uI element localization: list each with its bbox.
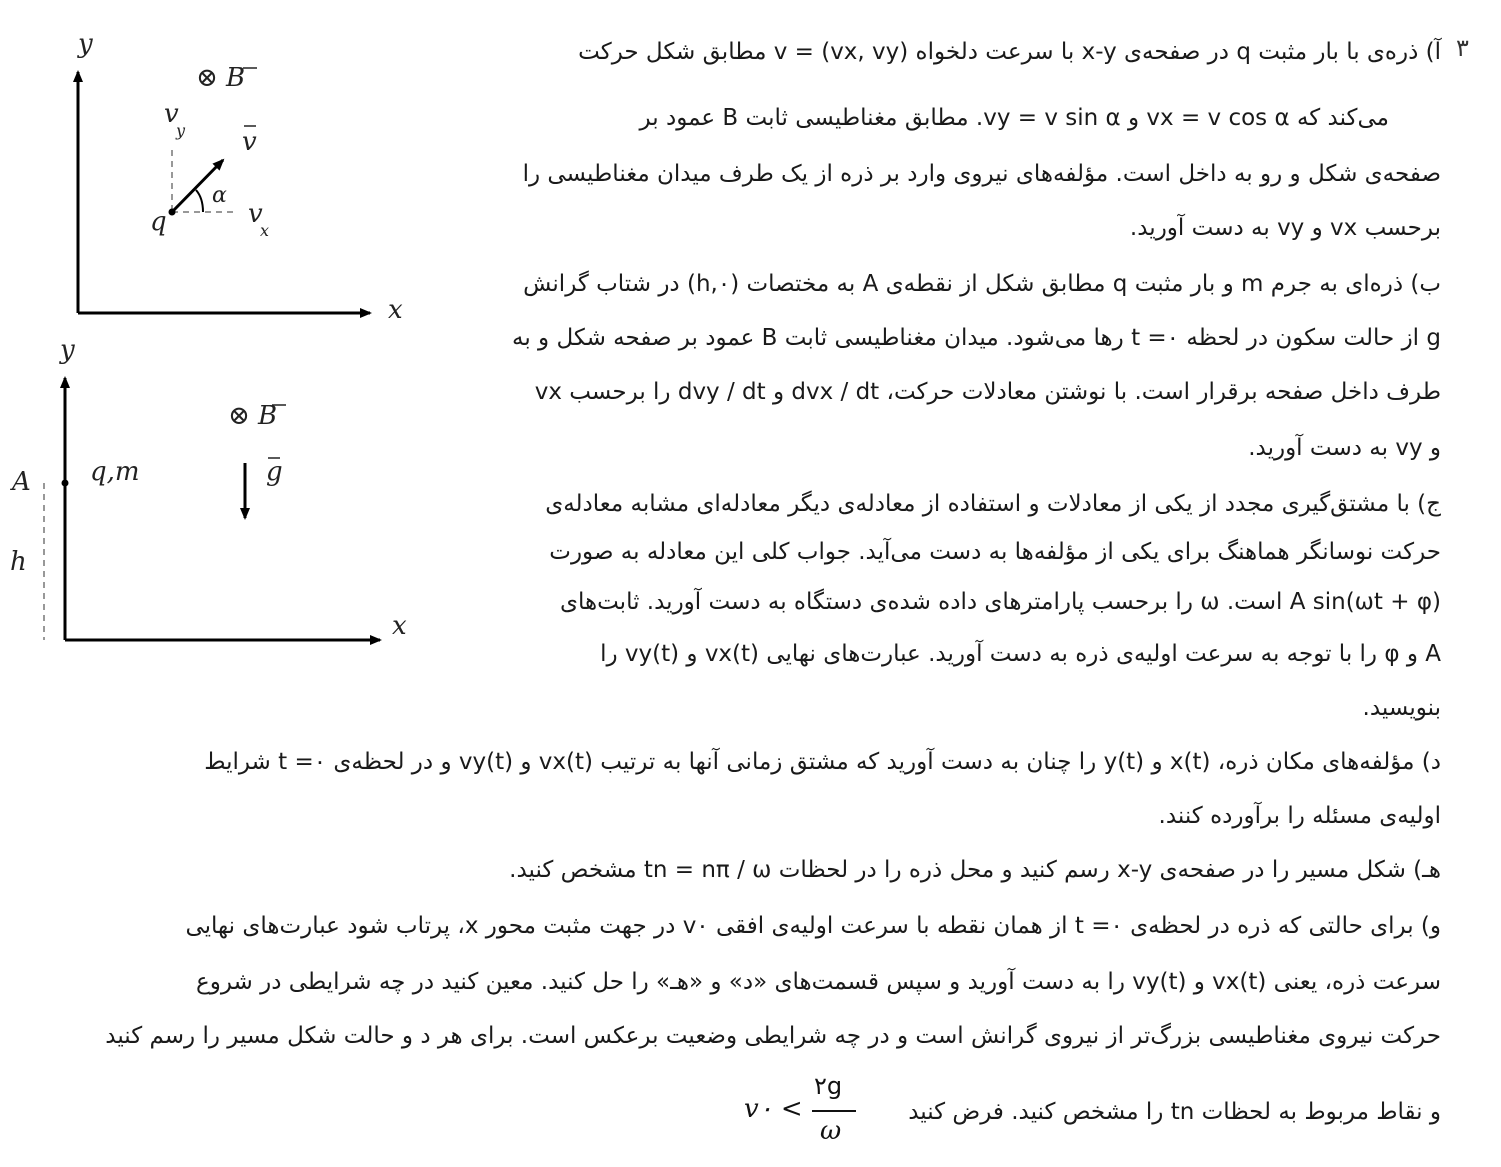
- figure-2: [0, 330, 430, 660]
- fig2-point-a-label: A: [12, 467, 31, 497]
- fig1-vy-label: v: [164, 99, 179, 129]
- fig2-gravity-label: g: [266, 457, 283, 487]
- text-line: A و φ را با توجه به سرعت اولیه‌ی ذره به دست آورید. عبارت‌های نهایی vx(t) و vy(t) را: [600, 641, 1441, 667]
- fig1-vx-label: v: [248, 199, 263, 229]
- text-line: و vy به دست آورید.: [1248, 435, 1441, 461]
- fig1-charge-dot: [169, 209, 176, 216]
- text-line: سرعت ذره، یعنی vx(t) و vy(t) را به دست آورید و سپس قسمت‌های «د» و «هـ» را حل کنید. معین کنید در چه شرایطی در شروع: [195, 969, 1441, 995]
- text-line: برحسب vx و vy به دست آورید.: [1129, 215, 1441, 241]
- text-line: ب) ذره‌ای به جرم m و بار مثبت q مطابق شکل از نقطه‌ی A به مختصات (۰,h) در شتاب گرانش: [523, 271, 1441, 297]
- condition-denominator: ω: [820, 1116, 842, 1146]
- figure-1: [0, 0, 430, 330]
- text-line: حرکت نوسانگر هماهنگ برای یکی از مؤلفه‌ها به دست می‌آید. جواب کلی این معادله به صورت: [549, 539, 1441, 565]
- text-line: A sin(ωt + φ) است. ω را برحسب پارامترهای داده شده‌ی دستگاه به دست آورید. ثابت‌های: [559, 589, 1441, 615]
- fig1-angle-label: α: [212, 183, 227, 208]
- text-line: هـ) شکل مسیر را در صفحه‌ی x-y رسم کنید و محل ذره را در لحظات tn = nπ / ω مشخص کنید.: [509, 857, 1441, 883]
- text-line: اولیه‌ی مسئله را برآورده کنند.: [1158, 803, 1441, 829]
- fig2-charge-mass-label: q,m: [90, 457, 140, 487]
- condition-lhs: v۰ <: [744, 1094, 803, 1124]
- condition-fraction-bar: [812, 1110, 856, 1112]
- text-line: حرکت نیروی مغناطیسی بزرگ‌تر از نیروی گرانش است و در چه شرایطی وضعیت برعکس است. برای هر د و حالت شکل مسیر را رسم کنید: [105, 1023, 1441, 1049]
- fig1-y-label: y: [78, 29, 93, 59]
- fig2-y-label: y: [60, 335, 75, 365]
- text-line: آ) ذره‌ی با بار مثبت q در صفحه‌ی x-y با سرعت دلخواه v = (vx, vy) مطابق شکل حرکت: [578, 39, 1441, 65]
- fig1-velocity-label: v: [242, 127, 257, 157]
- text-line: g از حالت سکون در لحظه t =۰ رها می‌شود. میدان مغناطیسی ثابت B عمود بر صفحه شکل و به: [511, 325, 1441, 351]
- text-line: و) برای حالتی که ذره در لحظه‌ی t =۰ از همان نقطه با سرعت اولیه‌ی افقی v۰ در جهت مثبت محور x، پرتاب شود عبارت‌های نهایی: [185, 913, 1441, 939]
- fig2-x-label: x: [392, 611, 407, 641]
- fig1-vy-sub: y: [176, 121, 186, 140]
- fig1-field-label: ⊗ B: [196, 63, 246, 93]
- text-line: می‌کند که vx = v cos α و vy = v sin α. مطابق مغناطیسی ثابت B عمود بر: [639, 105, 1389, 131]
- text-line: صفحه‌ی شکل و رو به داخل است. مؤلفه‌های نیروی وارد بر ذره از یک طرف میدان مغناطیسی را: [522, 161, 1441, 187]
- condition-numerator: ۲g: [814, 1072, 843, 1100]
- text-line: و نقاط مربوط به لحظات tn را مشخص کنید. فرض کنید: [908, 1099, 1441, 1125]
- fig1-charge-label: q: [150, 207, 167, 237]
- fig1-x-label: x: [388, 295, 403, 325]
- text-line: ج) با مشتق‌گیری مجدد از یکی از معادلات و استفاده از معادله‌ی دیگر معادله‌ای مشابه معادله‌ی: [545, 491, 1441, 517]
- text-line: د) مؤلفه‌های مکان ذره، x(t) و y(t) را چنان به دست آورید که مشتق زمانی آنها به ترتیب vx(t) و vy(t) و در لحظه‌ی t =۰ شرایط: [204, 749, 1441, 775]
- fig2-point-a-dot: [62, 480, 69, 487]
- fig1-vx-sub: x: [260, 221, 270, 240]
- question-number: ۳: [1456, 34, 1469, 62]
- text-line: بنویسید.: [1362, 695, 1441, 721]
- fig2-field-label: ⊗ B: [228, 401, 278, 431]
- text-line: طرف داخل صفحه برقرار است. با نوشتن معادلات حرکت، dvx / dt و dvy / dt را برحسب vx: [534, 379, 1441, 405]
- fig1-angle-arc: [196, 190, 203, 212]
- fig2-height-label: h: [10, 547, 27, 577]
